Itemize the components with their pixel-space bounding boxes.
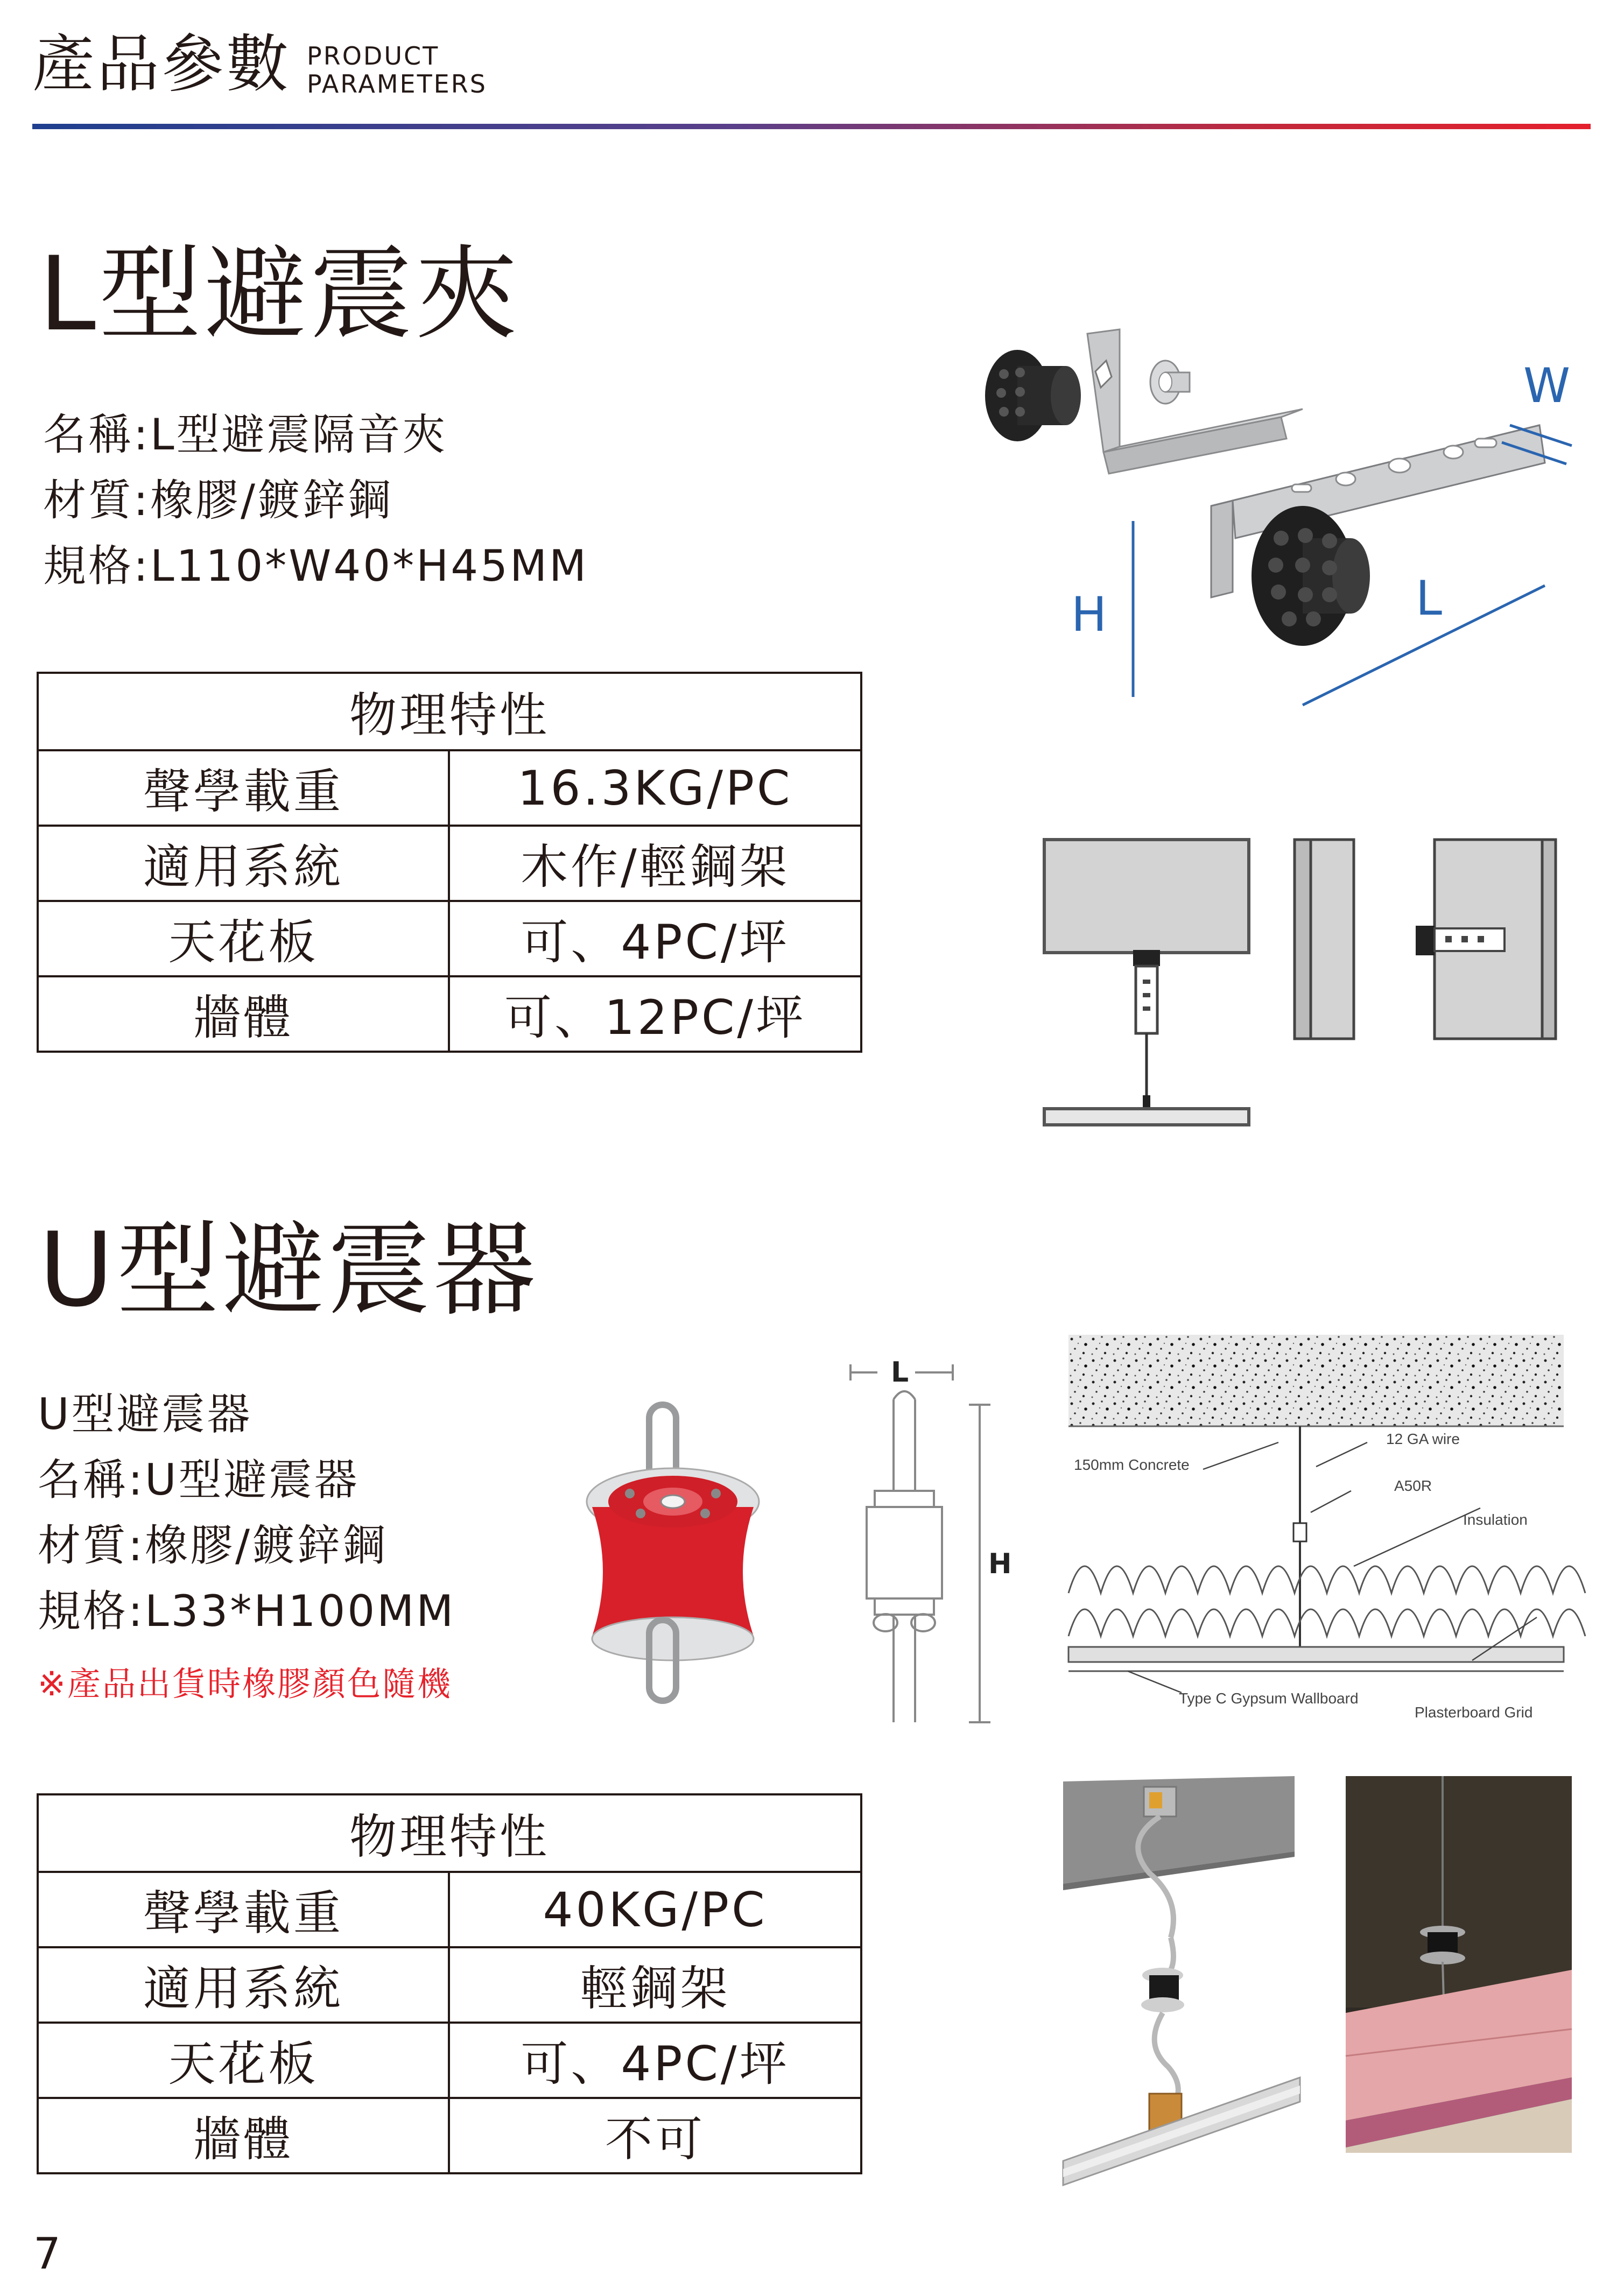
section2-note: ※產品出貨時橡膠顏色隨機 bbox=[38, 1664, 452, 1703]
installed-isolator-photo bbox=[1346, 1776, 1572, 2153]
section2-info-product: U型避震器 bbox=[38, 1389, 252, 1439]
table-heading: 物理特性 bbox=[38, 673, 861, 750]
page-number: 7 bbox=[33, 2229, 61, 2279]
dim-label-w: W bbox=[1523, 358, 1571, 413]
header-title-zh: 產品參數 bbox=[32, 28, 291, 101]
table-heading: 物理特性 bbox=[38, 1794, 861, 1872]
table-cell-label: 牆體 bbox=[38, 976, 449, 1052]
header-gradient-rule bbox=[32, 124, 1591, 129]
main-rubber-isolator bbox=[1252, 506, 1370, 646]
hanger-install-render bbox=[1063, 1776, 1300, 2185]
label-12ga-wire: 12 GA wire bbox=[1386, 1431, 1460, 1447]
u-isolator-product-image bbox=[581, 1394, 764, 1706]
header-title-en-line2: PARAMETERS bbox=[307, 69, 487, 98]
label-wallboard: Type C Gypsum Wallboard bbox=[1179, 1690, 1359, 1707]
table-row bbox=[38, 1872, 861, 1947]
table-cell-label: 聲學載重 bbox=[38, 1872, 449, 1947]
l-clip-product-illustration bbox=[958, 323, 1604, 710]
table-row bbox=[38, 750, 861, 826]
section1-title: L型避震夾 bbox=[39, 235, 521, 354]
insulation-loops bbox=[1068, 1566, 1585, 1636]
table-cell-value: 可、12PC/坪 bbox=[449, 976, 861, 1052]
section1-info-spec: 規格:L110*W40*H45MM bbox=[43, 541, 589, 591]
label-concrete: 150mm Concrete bbox=[1074, 1456, 1190, 1473]
label-insulation: Insulation bbox=[1463, 1511, 1528, 1528]
ceiling-install-diagram bbox=[1042, 837, 1257, 1138]
u-dim-label-l: L bbox=[891, 1356, 909, 1389]
table-cell-value: 40KG/PC bbox=[449, 1872, 861, 1947]
table-header-row bbox=[38, 673, 861, 750]
section1-info-material: 材質:橡膠/鍍鋅鋼 bbox=[43, 475, 393, 525]
table-row bbox=[38, 1947, 861, 2023]
section2-spec-table bbox=[37, 1793, 862, 2174]
table-cell-label: 牆體 bbox=[38, 2098, 449, 2173]
table-row bbox=[38, 976, 861, 1052]
table-row bbox=[38, 901, 861, 976]
table-cell-value: 不可 bbox=[449, 2098, 861, 2173]
table-cell-label: 聲學載重 bbox=[38, 750, 449, 826]
table-cell-label: 天花板 bbox=[38, 2023, 449, 2098]
section2-info-material: 材質:橡膠/鍍鋅鋼 bbox=[38, 1520, 388, 1570]
header-title-en-line1: PRODUCT bbox=[307, 41, 440, 71]
small-rubber-grommet bbox=[985, 350, 1081, 441]
section2-title: U型避震器 bbox=[39, 1210, 539, 1329]
table-cell-value: 16.3KG/PC bbox=[449, 750, 861, 826]
dim-label-l: L bbox=[1416, 571, 1443, 626]
table-cell-label: 適用系統 bbox=[38, 1947, 449, 2023]
u-dim-label-h: H bbox=[988, 1548, 1012, 1580]
section2-info-spec: 規格:L33*H100MM bbox=[38, 1586, 456, 1636]
rivet bbox=[1150, 361, 1190, 404]
section2-info-name: 名稱:U型避震器 bbox=[38, 1455, 360, 1505]
table-cell-value: 輕鋼架 bbox=[449, 1947, 861, 2023]
table-row bbox=[38, 2098, 861, 2173]
wall-install-diagram bbox=[1295, 837, 1558, 1041]
u-isolator-dimension-drawing bbox=[840, 1351, 1017, 1738]
table-cell-value: 木作/輕鋼架 bbox=[449, 826, 861, 901]
section1-spec-table bbox=[37, 672, 862, 1053]
table-cell-value: 可、4PC/坪 bbox=[449, 2023, 861, 2098]
section1-info-name: 名稱:L型避震隔音夾 bbox=[43, 410, 448, 460]
table-cell-label: 天花板 bbox=[38, 901, 449, 976]
dim-label-h: H bbox=[1071, 587, 1107, 642]
label-a50r: A50R bbox=[1394, 1477, 1432, 1494]
table-cell-label: 適用系統 bbox=[38, 826, 449, 901]
small-l-bracket bbox=[1087, 329, 1303, 474]
table-header-row bbox=[38, 1794, 861, 1872]
header-title-en bbox=[307, 42, 487, 98]
table-row bbox=[38, 826, 861, 901]
table-cell-value: 可、4PC/坪 bbox=[449, 901, 861, 976]
label-plasterboard-grid: Plasterboard Grid bbox=[1415, 1704, 1533, 1721]
ceiling-section-diagram bbox=[1068, 1335, 1564, 1728]
table-row bbox=[38, 2023, 861, 2098]
